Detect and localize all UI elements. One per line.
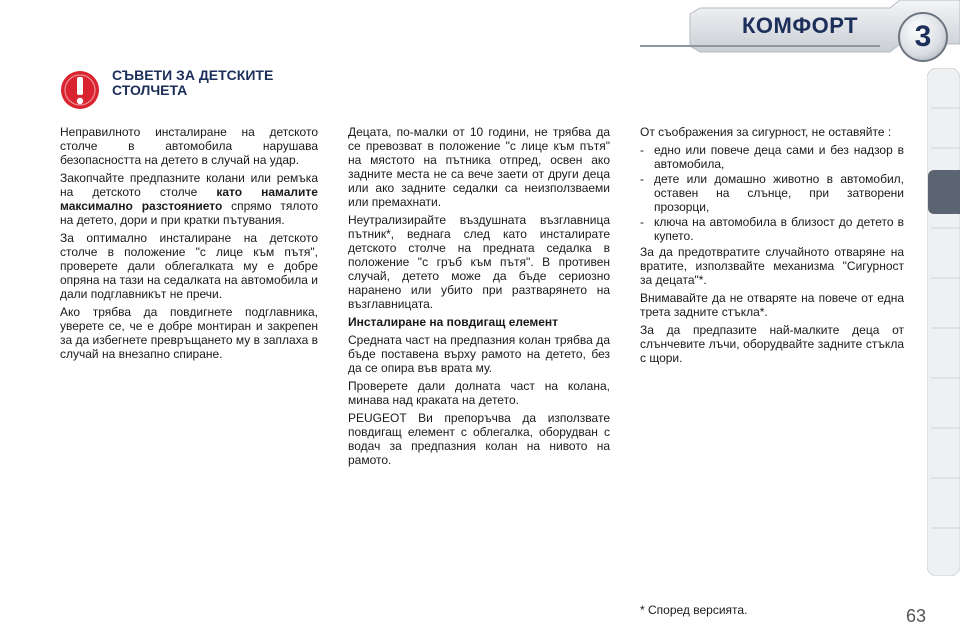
paragraph: Децата, по-малки от 10 години, не трябва да се превозват в положение "с лице към пътя" на мястото на пътника отпред, освен ако задните места не са вече заети от други деца или ако задните седалки са неизползваеми или премахнати. <box>348 125 610 209</box>
chapter-number-badge: 3 <box>898 12 948 62</box>
warning-list <box>640 143 904 243</box>
active-chapter-tab[interactable] <box>928 170 960 214</box>
text-column-1 <box>60 125 318 365</box>
paragraph <box>60 171 318 227</box>
warning-icon <box>60 70 100 110</box>
subheading: Инсталиране на повдигащ елемент <box>348 315 559 329</box>
paragraph: За оптимално инсталиране на детското столче в положение "с лице към пътя", проверете дали облегалката му е добре опряна на тази на седалката на автомобила и дали подглавникът не пречи. <box>60 231 318 301</box>
paragraph: Ако трябва да повдигнете подглавника, уверете се, че е добре монтиран и закрепен за да избегнете превръщането му в заплаха в случай на внезапно спиране. <box>60 305 318 361</box>
paragraph: Внимавайте да не отваряте на повече от една трета задните стъкла*. <box>640 291 904 319</box>
section-title: СЪВЕТИ ЗА ДЕТСКИТЕ СТОЛЧЕТА <box>112 67 274 98</box>
text-run: спрямо тялото на детето, дори и при кратки пътувания. <box>60 199 318 227</box>
text-column-2 <box>348 125 610 471</box>
emphasis-text: като намалите максимално разстоянието <box>60 185 318 213</box>
chapter-tab-strip <box>927 68 960 576</box>
paragraph: За да предпазите най-малките деца от слънчевите лъчи, оборудвайте задните стъкла с щори. <box>640 323 904 365</box>
paragraph: Неутрализирайте въздушната възглавница пътник*, веднага след като инсталирате детското столче на предната седалка в положение "с гръб към пътя". В противен случай, детето може да бъде сериозно наранено или убито при разтварянето на възглавницата. <box>348 213 610 311</box>
text-run: Закопчайте предпазните колани или ремъка на детското столче <box>60 171 318 199</box>
paragraph: Проверете дали долната част на колана, минава над краката на детето. <box>348 379 610 407</box>
paragraph: За да предотвратите случайното отваряне на вратите, използвайте механизма "Сигурност за децата"*. <box>640 245 904 287</box>
paragraph: Средната част на предпазния колан трябва да бъде поставена върху рамото на детето, без да се опира във врата му. <box>348 333 610 375</box>
list-item: - дете или домашно животно в автомобил, оставен на слънце, при затворени прозорци, <box>640 172 904 214</box>
page-number: 63 <box>906 606 927 626</box>
text-column-3 <box>640 125 904 369</box>
list-item: - едно или повече деца сами и без надзор в автомобила, <box>640 143 904 171</box>
paragraph: Неправилното инсталиране на детското столче в автомобила нарушава безопасността на детето в случай на удар. <box>60 125 318 167</box>
paragraph: От съображения за сигурност, не оставяйте : <box>640 125 892 139</box>
chapter-title: КОМФОРТ <box>742 13 859 38</box>
paragraph: PEUGEOT Ви препоръчва да използвате повдигащ елемент с облегалка, оборудван с водач за предпазния колан на нивото на рамото. <box>348 411 610 467</box>
list-item: - ключа на автомобила в близост до детето в купето. <box>640 215 904 243</box>
footnote: * Според версията. <box>640 603 748 617</box>
